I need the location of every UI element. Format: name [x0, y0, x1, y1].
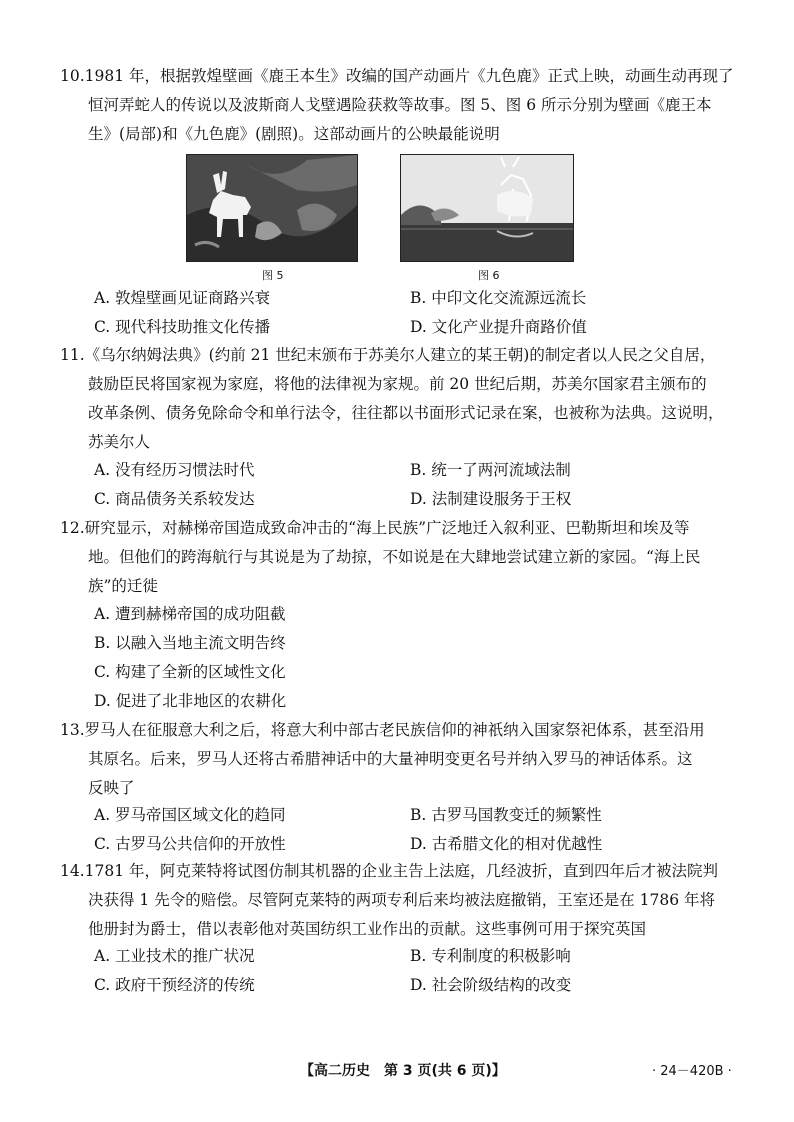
- question-10-line: 生》(局部)和《九色鹿》(剧照)。这部动画片的公映最能说明: [88, 125, 500, 143]
- question-13: [60, 716, 740, 803]
- figure-5-mural-image: [186, 154, 358, 262]
- question-14: [60, 857, 740, 944]
- option-c[interactable]: C. 商品债务关系较发达: [94, 490, 255, 508]
- figure-6-caption: 图 6: [478, 269, 500, 282]
- question-14-line: 14.1781 年，阿克莱特将试图仿制其机器的企业主告上法庭，几经波折，直到四年后才被法院判: [60, 862, 719, 880]
- question-11-line: 改革条例、债务免除命令和单行法令，往往都以书面形式记录在案，也被称为法典。这说明，: [88, 404, 724, 422]
- option-c[interactable]: C. 现代科技助推文化传播: [94, 318, 271, 336]
- option-d[interactable]: D. 文化产业提升商路价值: [410, 318, 587, 336]
- option-b[interactable]: B. 以融入当地主流文明告终: [94, 634, 286, 652]
- question-13-line: 其原名。后来，罗马人还将古希腊神话中的大量神明变更名号并纳入罗马的神话体系。这: [88, 750, 693, 768]
- question-11-line: 鼓励臣民将国家视为家庭，将他的法律视为家规。前 20 世纪后期，苏美尔国家君主颁布的: [88, 375, 707, 393]
- figure-5-caption: 图 5: [262, 269, 284, 282]
- question-11: [60, 341, 740, 457]
- option-b[interactable]: B. 专利制度的积极影响: [410, 947, 571, 965]
- question-10-line: 恒河弄蛇人的传说以及波斯商人戈壁遇险获救等故事。图 5、图 6 所示分别为壁画《鹿王本: [88, 96, 712, 114]
- question-11-options: [88, 456, 748, 514]
- option-b[interactable]: B. 古罗马国教变迁的频繁性: [410, 806, 602, 824]
- question-13-line: 13.罗马人在征服意大利之后，将意大利中部古老民族信仰的神祇纳入国家祭祀体系，甚至沿用: [60, 721, 705, 739]
- question-10-options: [88, 284, 748, 342]
- option-d[interactable]: D. 法制建设服务于王权: [410, 490, 572, 508]
- option-d[interactable]: D. 古希腊文化的相对优越性: [410, 835, 603, 853]
- page-number: 【高二历史 第 3 页(共 6 页)】: [300, 1063, 506, 1079]
- question-10-line: 10.1981 年，根据敦煌壁画《鹿王本生》改编的国产动画片《九色鹿》正式上映，动画生动再现了: [60, 67, 734, 85]
- figure-6-film-still: [400, 154, 574, 262]
- question-12-line: 12.研究显示，对赫梯帝国造成致命冲击的“海上民族”广泛地迁入叙利亚、巴勒斯坦和埃及等: [60, 519, 690, 537]
- option-a[interactable]: A. 遭到赫梯帝国的成功阻截: [94, 605, 286, 623]
- question-14-options: [88, 942, 748, 1000]
- option-a[interactable]: A. 工业技术的推广状况: [94, 947, 255, 965]
- question-12-options: [88, 600, 748, 716]
- option-c[interactable]: C. 政府干预经济的传统: [94, 976, 255, 994]
- option-c[interactable]: C. 古罗马公共信仰的开放性: [94, 835, 286, 853]
- option-d[interactable]: D. 促进了北非地区的农耕化: [94, 692, 287, 710]
- question-14-line: 他册封为爵士，借以表彰他对英国纺织工业作出的贡献。这些事例可用于探究英国: [88, 920, 647, 938]
- question-13-line: 反映了: [88, 779, 135, 797]
- deer-mural-illustration: [187, 155, 357, 261]
- option-b[interactable]: B. 统一了两河流域法制: [410, 461, 571, 479]
- option-b[interactable]: B. 中印文化交流源远流长: [410, 289, 587, 307]
- question-11-line: 11.《乌尔纳姆法典》(约前 21 世纪末颁布于苏美尔人建立的某王朝)的制定者以人民之父自居，: [60, 346, 716, 364]
- question-12-line: 族”的迁徙: [88, 577, 158, 595]
- question-11-line: 苏美尔人: [88, 433, 151, 451]
- option-a[interactable]: A. 没有经历习惯法时代: [94, 461, 255, 479]
- question-13-options: [88, 801, 748, 859]
- question-14-line: 决获得 1 先令的赔偿。尽管阿克莱特的两项专利后来均被法庭撤销，王室还是在 1786 年将: [88, 891, 716, 909]
- exam-code: · 24－420B ·: [652, 1064, 732, 1079]
- option-d[interactable]: D. 社会阶级结构的改变: [410, 976, 572, 994]
- question-12: [60, 514, 740, 601]
- question-10: [60, 62, 740, 149]
- nine-color-deer-still: [401, 155, 573, 261]
- option-c[interactable]: C. 构建了全新的区域性文化: [94, 663, 286, 681]
- option-a[interactable]: A. 敦煌壁画见证商路兴衰: [94, 289, 271, 307]
- option-a[interactable]: A. 罗马帝国区域文化的趋同: [94, 806, 286, 824]
- question-12-line: 地。但他们的跨海航行与其说是为了劫掠，不如说是在大肆地尝试建立新的家园。“海上民: [88, 548, 701, 566]
